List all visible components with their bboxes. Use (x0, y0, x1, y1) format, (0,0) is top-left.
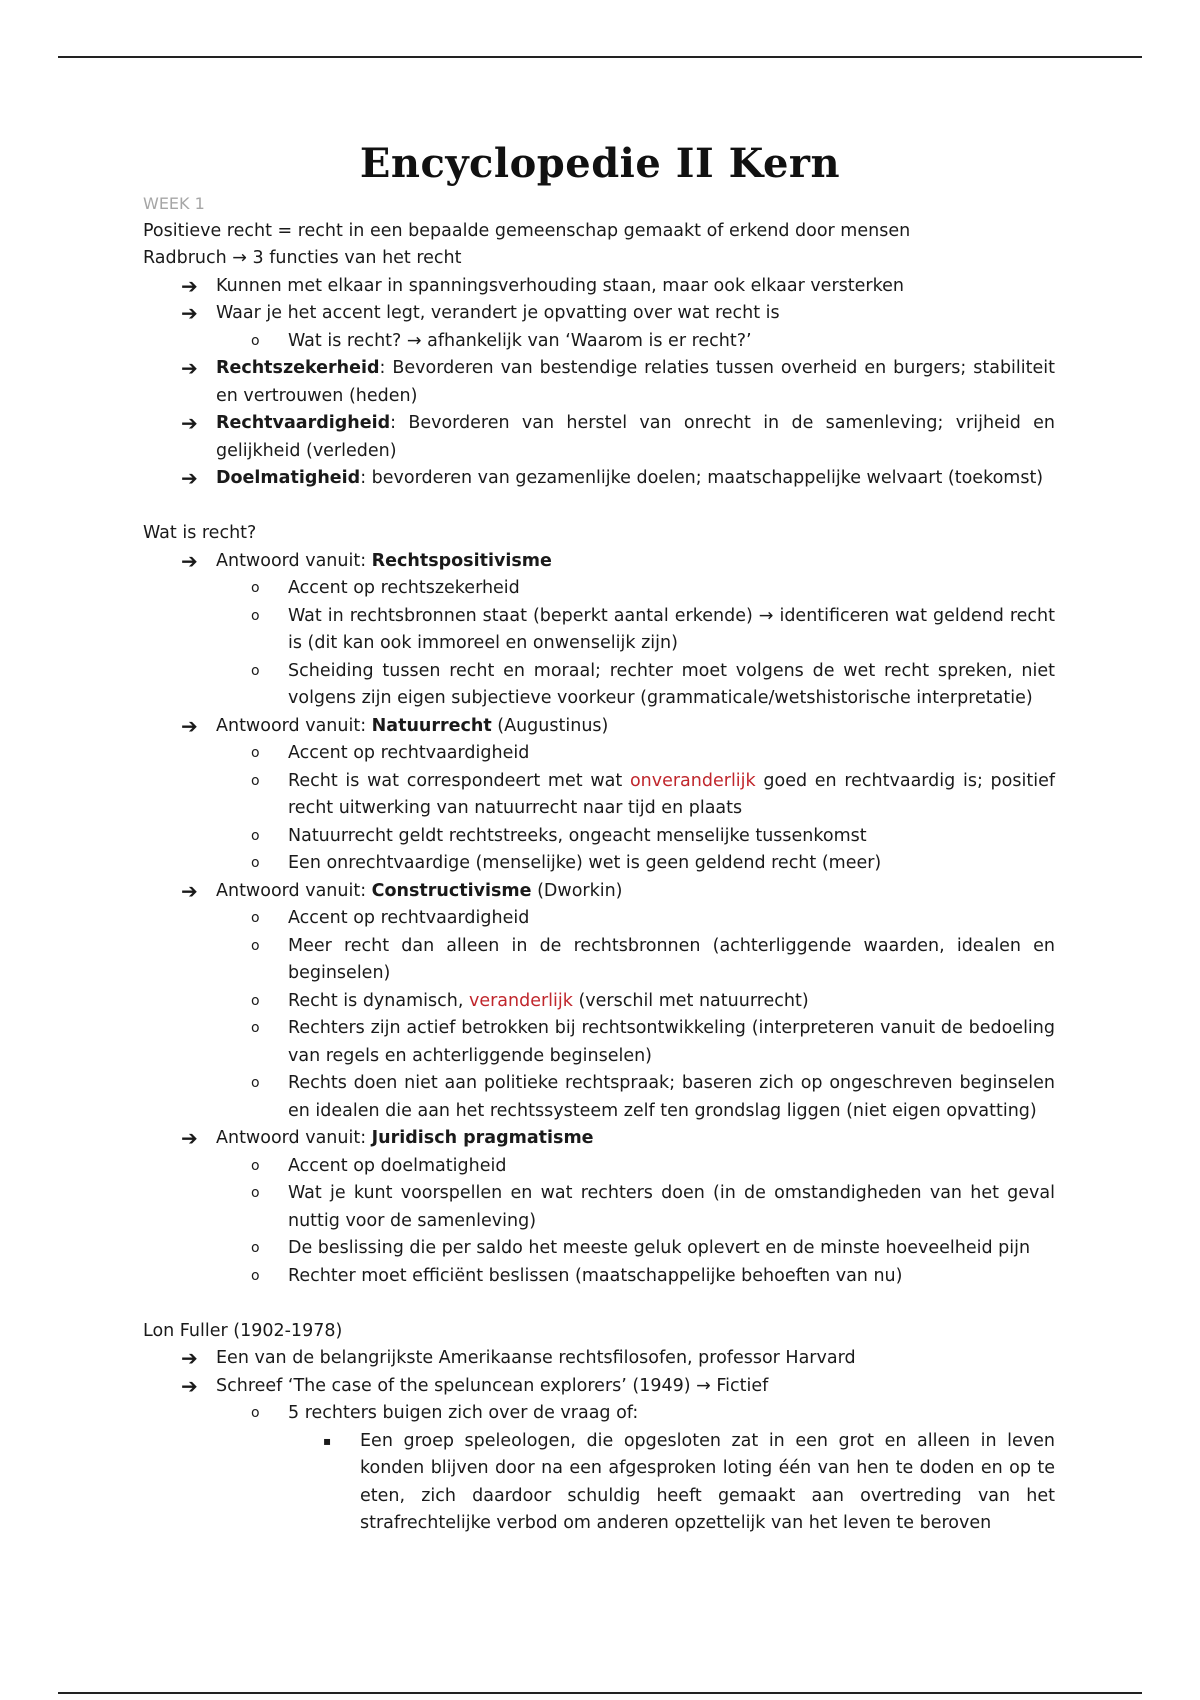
document-body (143, 190, 1055, 1538)
term: Rechtvaardigheid (216, 413, 391, 433)
term: Rechtspositivisme (371, 550, 552, 571)
radbruch-heading: Radbruch → 3 functies van het recht (143, 248, 462, 268)
circle-bullet-icon: o (251, 1267, 260, 1284)
arrow-icon: ➔ (181, 301, 198, 325)
what-is-law-heading: Wat is recht? (143, 523, 257, 543)
list-item: o Rechter moet efficiënt beslissen (maatschappelijke behoeften van nu) (143, 1263, 1055, 1291)
footer-rule (58, 1692, 1142, 1694)
circle-bullet-icon: o (251, 607, 260, 624)
arrow-icon: ➔ (181, 878, 198, 903)
term: Rechtszekerheid (216, 358, 380, 378)
circle-bullet-icon: o (251, 1157, 260, 1174)
week-label: WEEK 1 (143, 194, 205, 213)
term: Doelmatigheid (216, 468, 361, 488)
arrow-icon: ➔ (181, 548, 198, 573)
list-item: o Rechters zijn actief betrokken bij rechtsontwikkeling (interpreteren vanuit de bedoeling van regels en achterliggende beginselen) (143, 1015, 1055, 1070)
arrow-icon: ➔ (181, 356, 198, 380)
list-item: ➔ Antwoord vanuit: Juridisch pragmatisme (143, 1125, 1055, 1153)
list-item: o Accent op rechtszekerheid (143, 575, 1055, 603)
positive-law-definition: Positieve recht = recht in een bepaalde gemeenschap gemaakt of erkend door mensen (143, 220, 911, 241)
circle-bullet-icon: o (251, 772, 260, 789)
list-item: ➔ Rechtvaardigheid: Bevorderen van herstel van onrecht in de samenleving; vrijheid en gelijkheid (verleden) (181, 411, 1055, 461)
list-item: o Rechts doen niet aan politieke rechtspraak; baseren zich op ongeschreven beginselen en idealen die aan het rechtssysteem zelf ten grondslag liggen (niet eigen opvatting) (143, 1070, 1055, 1125)
circle-bullet-icon: o (251, 332, 260, 349)
circle-bullet-icon: o (251, 992, 260, 1009)
term: Constructivisme (371, 880, 532, 901)
list-item: o Recht is dynamisch, veranderlijk (verschil met natuurrecht) (143, 988, 1055, 1016)
list-item: o Accent op rechtvaardigheid (143, 905, 1055, 933)
header-rule (58, 56, 1142, 58)
list-item: o Wat is recht? → afhankelijk van ‘Waarom is er recht?’ (143, 328, 1055, 356)
circle-bullet-icon: o (251, 1075, 260, 1091)
arrow-icon: ➔ (181, 713, 198, 738)
list-item: ➔ Antwoord vanuit: Natuurrecht (Augustinus) (143, 713, 1055, 741)
arrow-icon: ➔ (181, 1373, 198, 1398)
list-item: o Een onrechtvaardige (menselijke) wet is geen geldend recht (meer) (143, 850, 1055, 878)
term: Natuurrecht (371, 715, 492, 736)
list-item: ➔ Waar je het accent legt, verandert je opvatting over wat recht is (143, 300, 1055, 328)
list-item: o Scheiding tussen recht en moraal; rechter moet volgens de wet recht spreken, niet volgens zijn eigen subjectieve voorkeur (grammaticale/wetshistorische interpretatie) (143, 658, 1055, 713)
arrow-icon: ➔ (181, 1346, 198, 1370)
list-item: ➔ Schreef ‘The case of the speluncean explorers’ (1949) → Fictief (143, 1373, 1055, 1401)
circle-bullet-icon: o (251, 1185, 260, 1201)
highlight-unchangeable: onveranderlijk (629, 770, 756, 791)
arrow-icon: ➔ (181, 411, 198, 435)
arrow-icon: ➔ (181, 466, 198, 490)
list-item: o Accent op doelmatigheid (143, 1153, 1055, 1181)
list-item: o Wat je kunt voorspellen en wat rechters doen (in de omstandigheden van het geval nuttig voor de samenleving) (143, 1180, 1055, 1235)
page-title: Encyclopedie II Kern (359, 140, 841, 187)
circle-bullet-icon: o (251, 1405, 260, 1421)
circle-bullet-icon: o (251, 580, 260, 596)
list-item: o De beslissing die per saldo het meeste geluk oplevert en de minste hoeveelheid pijn (143, 1235, 1055, 1263)
list-item: o Meer recht dan alleen in de rechtsbronnen (achterliggende waarden, idealen en beginselen) (143, 933, 1055, 988)
fuller-heading: Lon Fuller (1902-1978) (143, 1320, 343, 1341)
arrow-icon: ➔ (181, 273, 198, 298)
circle-bullet-icon: o (251, 1020, 260, 1036)
list-item: ▪ Een groep speleologen, die opgesloten zat in een grot en alleen in leven konden blijven door na een afgesproken loting één van hen te doden en op te eten, zich daardoor schuldig heeft gemaakt aan overtreding van het strafrechtelijke verbod om anderen opzettelijk van het leven te beroven (143, 1428, 1055, 1538)
circle-bullet-icon: o (251, 662, 260, 679)
arrow-icon: ➔ (181, 1126, 198, 1150)
circle-bullet-icon: o (251, 910, 260, 926)
list-item: ➔ Een van de belangrijkste Amerikaanse rechtsfilosofen, professor Harvard (143, 1345, 1055, 1373)
circle-bullet-icon: o (251, 937, 260, 954)
list-item: o Natuurrecht geldt rechtstreeks, ongeacht menselijke tussenkomst (143, 823, 1055, 851)
square-bullet-icon: ▪ (323, 1433, 332, 1448)
list-item: ➔ Rechtszekerheid: Bevorderen van bestendige relaties tussen overheid en burgers; stabiliteit en vertrouwen (heden) (181, 356, 1055, 406)
circle-bullet-icon: o (251, 745, 260, 761)
term: Juridisch pragmatisme (371, 1128, 594, 1148)
list-item: o Recht is wat correspondeert met wat onveranderlijk goed en rechtvaardig is; positief recht uitwerking van natuurrecht naar tijd en plaats (143, 768, 1055, 823)
list-item: o Accent op rechtvaardigheid (143, 740, 1055, 768)
list-item: ➔ Antwoord vanuit: Constructivisme (Dworkin) (143, 878, 1055, 906)
circle-bullet-icon: o (251, 1240, 260, 1256)
list-item: ➔ Doelmatigheid: bevorderen van gezamenlijke doelen; maatschappelijke welvaart (toekomst) (143, 465, 1055, 493)
circle-bullet-icon: o (251, 855, 260, 871)
circle-bullet-icon: o (251, 827, 260, 844)
highlight-changeable: veranderlijk (468, 990, 573, 1011)
list-item: ➔ Antwoord vanuit: Rechtspositivisme (143, 548, 1055, 576)
list-item: o 5 rechters buigen zich over de vraag of: (143, 1400, 1055, 1428)
list-item: ➔ Kunnen met elkaar in spanningsverhouding staan, maar ook elkaar versterken (143, 273, 1055, 301)
list-item: o Wat in rechtsbronnen staat (beperkt aantal erkende) → identificeren wat geldend recht is (dit kan ook immoreel en onwenselijk zijn) (143, 603, 1055, 658)
